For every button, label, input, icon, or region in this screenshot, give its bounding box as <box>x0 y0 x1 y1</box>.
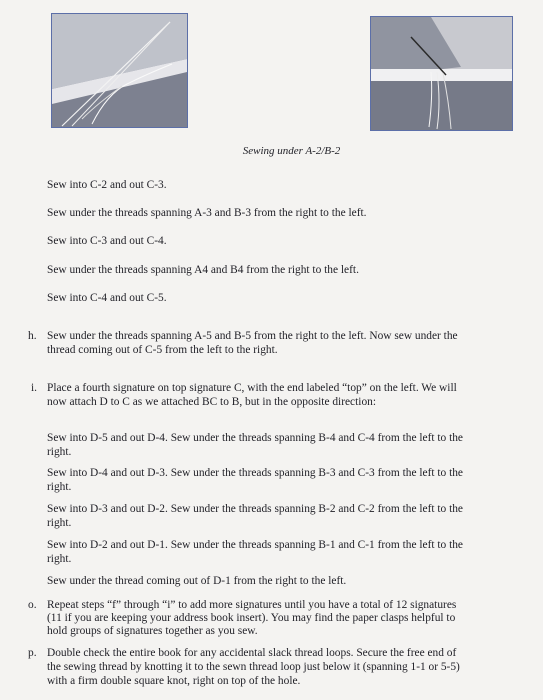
substep-text: Sew into D-5 and out D-4. Sew under the threads spanning B-4 and C-4 from the left to the <box>47 432 463 444</box>
step-o-text: hold groups of signatures together as you sew. <box>47 625 258 637</box>
substep-text: right. <box>47 481 72 493</box>
sewing-photo-right <box>370 16 513 131</box>
step-o-text: (11 if you are keeping your address book insert). You may find the paper clasps helpful to <box>47 612 456 624</box>
step-i-text: Place a fourth signature on top signature C, with the end labeled “top” on the left. We will <box>47 382 457 394</box>
figure-caption: Sewing under A-2/B-2 <box>242 145 341 157</box>
sewing-photo-left <box>51 13 188 128</box>
step-h-text: thread coming out of C-5 from the left to the right. <box>47 344 278 356</box>
substep-text: Sew into D-2 and out D-1. Sew under the threads spanning B-1 and C-1 from the left to the <box>47 539 463 551</box>
instruction-line: Sew into C-3 and out C-4. <box>47 235 167 247</box>
instruction-line: Sew into C-2 and out C-3. <box>47 179 167 191</box>
step-h-text: Sew under the threads spanning A-5 and B-5 from the right to the left. Now sew under the <box>47 330 458 342</box>
substep-text: Sew into D-3 and out D-2. Sew under the threads spanning B-2 and C-2 from the left to the <box>47 503 463 515</box>
step-marker-o: o. <box>28 599 37 611</box>
substep-text: Sew into D-4 and out D-3. Sew under the threads spanning B-3 and C-3 from the left to the <box>47 467 463 479</box>
step-o-text: Repeat steps “f” through “i” to add more signatures until you have a total of 12 signatures <box>47 599 457 611</box>
substep-text: Sew under the thread coming out of D-1 from the right to the left. <box>47 575 347 587</box>
instruction-line: Sew under the threads spanning A4 and B4 from the right to the left. <box>47 264 359 276</box>
substep-text: right. <box>47 517 72 529</box>
step-i-text: now attach D to C as we attached BC to B, but in the opposite direction: <box>47 396 376 408</box>
substep-text: right. <box>47 553 72 565</box>
step-p-text: with a firm double square knot, right on top of the hole. <box>47 675 301 687</box>
step-p-text: Double check the entire book for any accidental slack thread loops. Secure the free end of <box>47 647 457 659</box>
instruction-line: Sew under the threads spanning A-3 and B-3 from the right to the left. <box>47 207 367 219</box>
step-p-text: the sewing thread by knotting it to the sewn thread loop just below it (spanning 1-1 or 5-5) <box>47 661 460 673</box>
instruction-line: Sew into C-4 and out C-5. <box>47 292 167 304</box>
step-marker-p: p. <box>28 647 37 659</box>
step-marker-h: h. <box>28 330 37 342</box>
substep-text: right. <box>47 446 72 458</box>
step-marker-i: i. <box>31 382 38 394</box>
